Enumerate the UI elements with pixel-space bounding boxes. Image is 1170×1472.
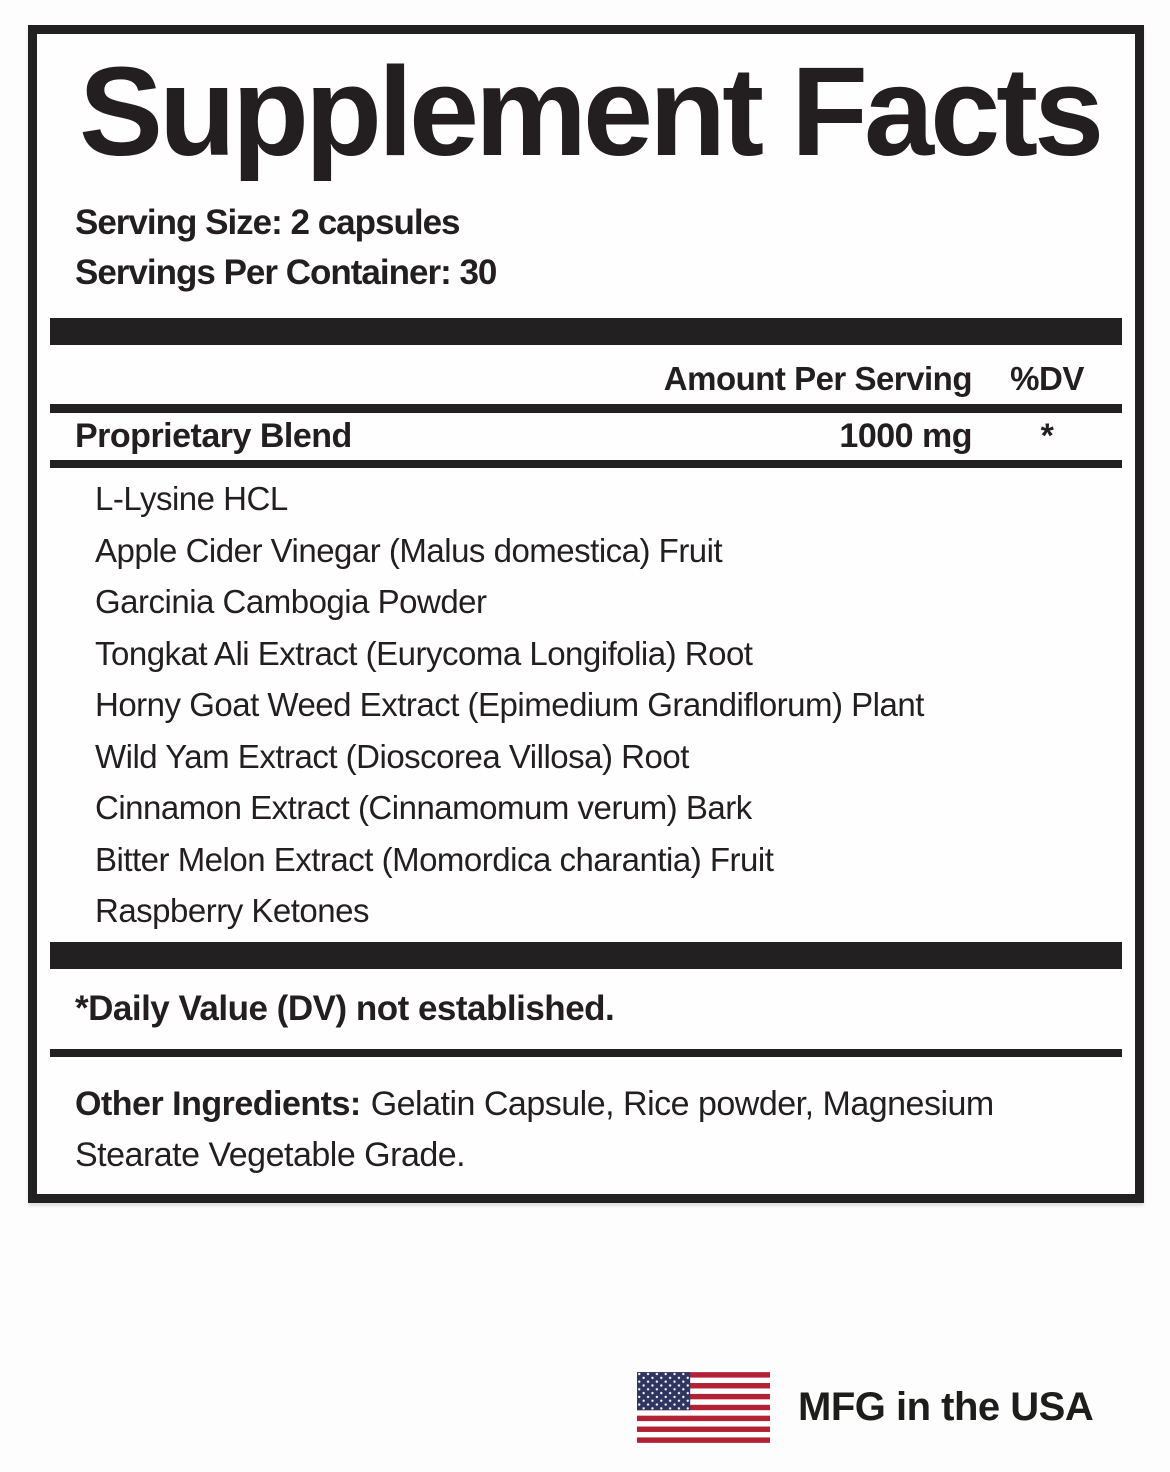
mfg-badge xyxy=(637,1372,1093,1443)
ingredient-item: Garcinia Cambogia Powder xyxy=(95,583,487,620)
dv-header: %DV xyxy=(1010,360,1084,397)
dv-footnote: *Daily Value (DV) not established. xyxy=(75,988,615,1028)
panel-title: Supplement Facts xyxy=(79,41,1101,182)
servings-per-container-line: Servings Per Container: 30 xyxy=(75,253,497,292)
ingredient-item: Tongkat Ali Extract (Eurycoma Longifolia) Root xyxy=(95,634,753,672)
ingredient-item: Apple Cider Vinegar (Malus domestica) Fruit xyxy=(95,531,723,569)
supplement-facts-panel xyxy=(28,25,1144,1203)
ingredient-item: Horny Goat Weed Extract (Epimedium Grandiflorum) Plant xyxy=(95,686,924,723)
blend-rule xyxy=(50,460,1122,468)
mfg-text: MFG in the USA xyxy=(798,1385,1094,1429)
blend-name: Proprietary Blend xyxy=(75,417,352,455)
proprietary-blend-row xyxy=(50,413,1122,460)
ingredient-item: Raspberry Ketones xyxy=(95,892,369,929)
usa-flag-icon xyxy=(637,1372,770,1443)
ingredient-item: Bitter Melon Extract (Momordica charantia) Fruit xyxy=(95,840,774,878)
ingredient-list xyxy=(50,468,1122,942)
serving-info xyxy=(50,198,1122,298)
blend-dv: * xyxy=(1040,417,1054,455)
ingredient-item: Wild Yam Extract (Dioscorea Villosa) Root xyxy=(95,737,689,775)
blend-amount: 1000 mg xyxy=(839,417,972,455)
other-ingredients-label: Other Ingredients: xyxy=(75,1084,361,1123)
serving-size-line: Serving Size: 2 capsules xyxy=(75,203,460,242)
footnote-rule xyxy=(50,1049,1122,1057)
amount-per-serving-header: Amount Per Serving xyxy=(663,360,972,397)
ingredient-item: L-Lysine HCL xyxy=(95,480,288,517)
other-ingredients xyxy=(50,1057,1122,1181)
header-rule xyxy=(50,404,1122,413)
divider-bar-top xyxy=(50,318,1122,345)
other-ingredients-text: Gelatin Capsule, Rice powder, Magnesium Stearate Vegetable Grade. xyxy=(75,1084,994,1174)
ingredient-item: Cinnamon Extract (Cinnamomum verum) Bark xyxy=(95,789,752,826)
divider-bar-bottom xyxy=(50,942,1122,969)
column-header-row xyxy=(50,345,1122,404)
